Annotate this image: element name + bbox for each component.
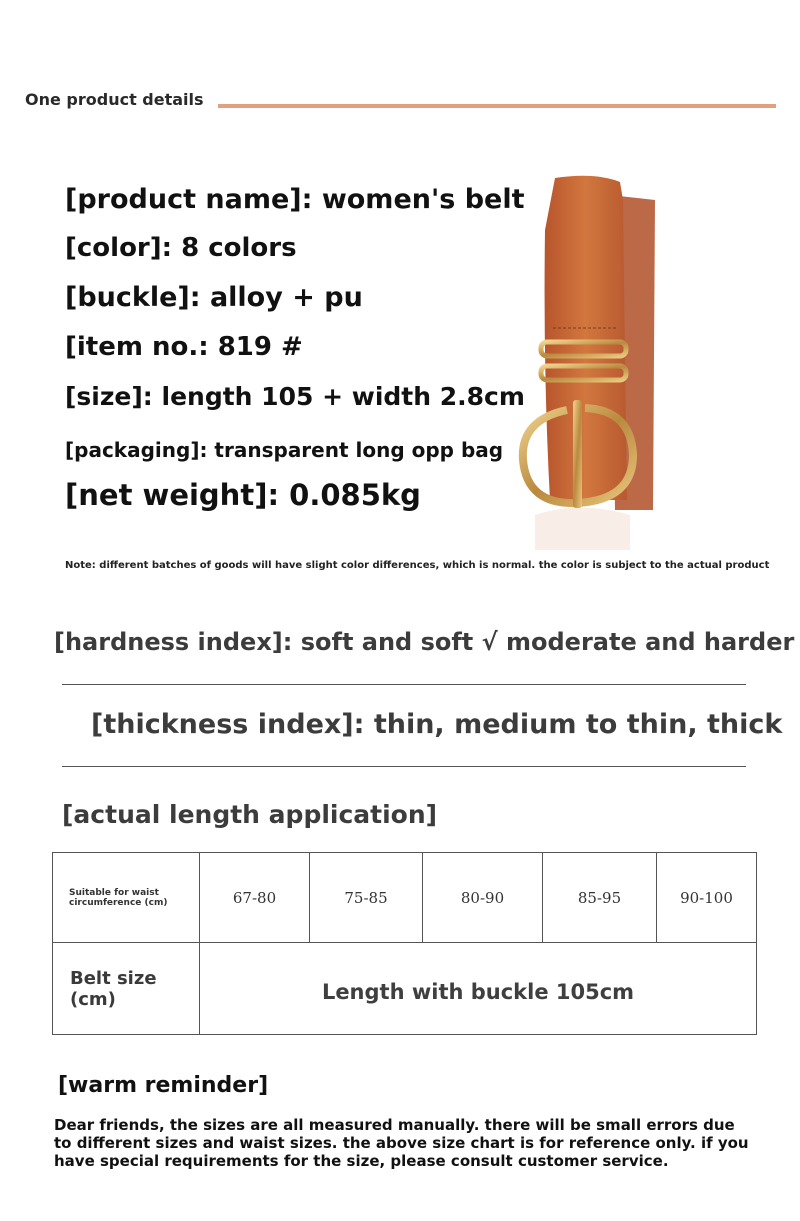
spec-color: [color]: 8 colors	[65, 233, 297, 263]
spec-packaging: [packaging]: transparent long opp bag	[65, 438, 504, 462]
reminder-text: Dear friends, the sizes are all measured manually. there will be small errors due to different sizes and waist sizes. the above size chart is for reference only. if you have special requirements for the size, please consult customer service.	[54, 1116, 749, 1170]
belt-product-image	[515, 170, 675, 560]
header-divider	[218, 104, 776, 108]
belt-size-row	[53, 943, 757, 1035]
waist-range: 90-100	[657, 853, 757, 943]
waist-label: Suitable for waist circumference (cm)	[53, 853, 200, 943]
spec-size: [size]: length 105 + width 2.8cm	[65, 382, 525, 411]
color-note: Note: different batches of goods will have slight color differences, which is normal. the color is subject to the actual product	[65, 560, 770, 571]
waist-range: 80-90	[423, 853, 543, 943]
section-title: One product details	[25, 90, 204, 109]
spec-buckle: [buckle]: alloy + pu	[65, 282, 363, 313]
spec-net-weight: [net weight]: 0.085kg	[65, 478, 421, 512]
divider-2	[62, 766, 746, 767]
thickness-index: [thickness index]: thin, medium to thin, thick	[91, 709, 783, 740]
spec-product-name: [product name]: women's belt	[65, 184, 525, 215]
waist-range: 75-85	[310, 853, 423, 943]
waist-range: 67-80	[200, 853, 310, 943]
reminder-title: [warm reminder]	[58, 1073, 269, 1098]
waist-range: 85-95	[543, 853, 657, 943]
size-table	[52, 852, 757, 1035]
length-section-title: [actual length application]	[62, 800, 438, 829]
spec-item-no: [item no.: 819 #	[65, 332, 303, 362]
divider-1	[62, 684, 746, 685]
belt-size-label: Belt size (cm)	[53, 943, 200, 1035]
hardness-index: [hardness index]: soft and soft √ moderate and harder	[54, 628, 795, 656]
belt-size-value: Length with buckle 105cm	[200, 943, 757, 1035]
waist-row	[53, 853, 757, 943]
